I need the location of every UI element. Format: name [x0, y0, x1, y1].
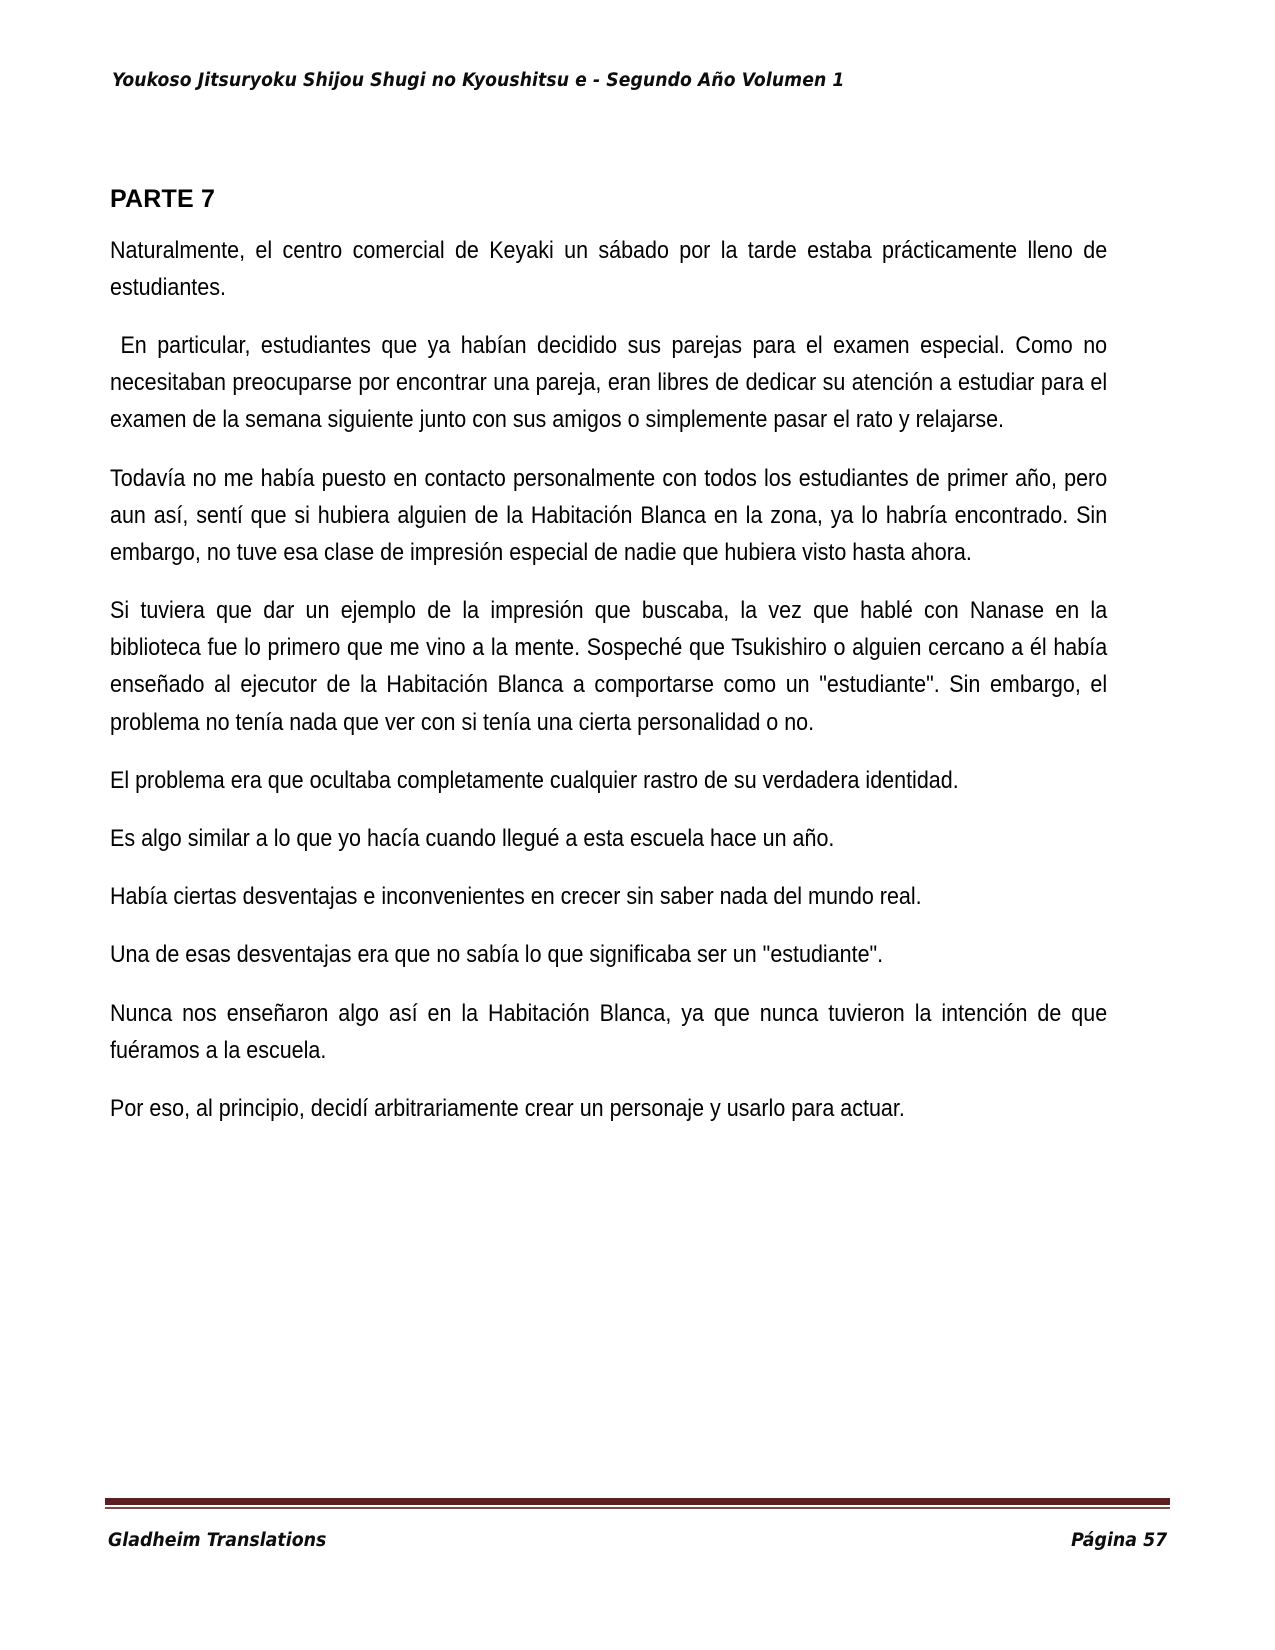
body-paragraph: El problema era que ocultaba completamente cualquier rastro de su verdadera identidad. — [110, 766, 959, 794]
footer-row — [105, 1530, 1170, 1551]
page-footer — [105, 1498, 1170, 1551]
footer-page-number: Página 57 — [1070, 1529, 1167, 1551]
body-paragraph: Una de esas desventajas era que no sabía lo que significaba ser un "estudiante". — [110, 941, 884, 969]
footer-divider-thin — [105, 1507, 1170, 1509]
footer-divider-thick — [105, 1498, 1170, 1505]
body-paragraph: Todavía no me había puesto en contacto personalmente con todos los estudiantes de primer año, pero aun así, sentí que si hubiera alguien de la Habitación Blanca en la zona, ya lo habría encontrado. Sin embargo, no tuve esa clase de impresión especial de nadie que hubiera visto hasta ahora. — [110, 464, 1114, 566]
body-paragraph: Naturalmente, el centro comercial de Keyaki un sábado por la tarde estaba prácticamente lleno de estudiantes. — [110, 236, 1114, 301]
body-paragraph: Había ciertas desventajas e inconvenientes en crecer sin saber nada del mundo real. — [110, 883, 922, 911]
body-paragraph: Es algo similar a lo que yo hacía cuando llegué a esta escuela hace un año. — [110, 824, 835, 852]
header-title: Youkoso Jitsuryoku Shijou Shugi no Kyoushitsu e - Segundo Año Volumen 1 — [112, 70, 845, 91]
page-header — [112, 70, 1112, 91]
body-paragraph: Nunca nos enseñaron algo así en la Habitación Blanca, ya que nunca tuvieron la intención de que fuéramos a la escuela. — [110, 999, 1114, 1064]
body-paragraph: Si tuviera que dar un ejemplo de la impresión que buscaba, la vez que hablé con Nanase en la biblioteca fue lo primero que me vino a la mente. Sospeché que Tsukishiro o alguien cercano a él había enseñado al ejecutor de la Habitación Blanca a comportarse como un "estudiante". Sin embargo, el problema no tenía nada que ver con si tenía una cierta personalidad o no. — [110, 597, 1114, 736]
footer-translator-credit: Gladheim Translations — [108, 1529, 327, 1551]
part-title: PARTE 7 — [110, 185, 216, 213]
body-paragraph: Por eso, al principio, decidí arbitrariamente crear un personaje y usarlo para actuar. — [110, 1094, 905, 1122]
body-paragraph: En particular, estudiantes que ya habían decidido sus parejas para el examen especial. Como no necesitaban preocuparse por encontrar una pareja, eran libres de dedicar su atención a estudiar para el examen de la semana siguiente junto con sus amigos o simplemente pasar el rato y relajarse. — [110, 332, 1114, 434]
document-body — [110, 185, 1114, 1127]
